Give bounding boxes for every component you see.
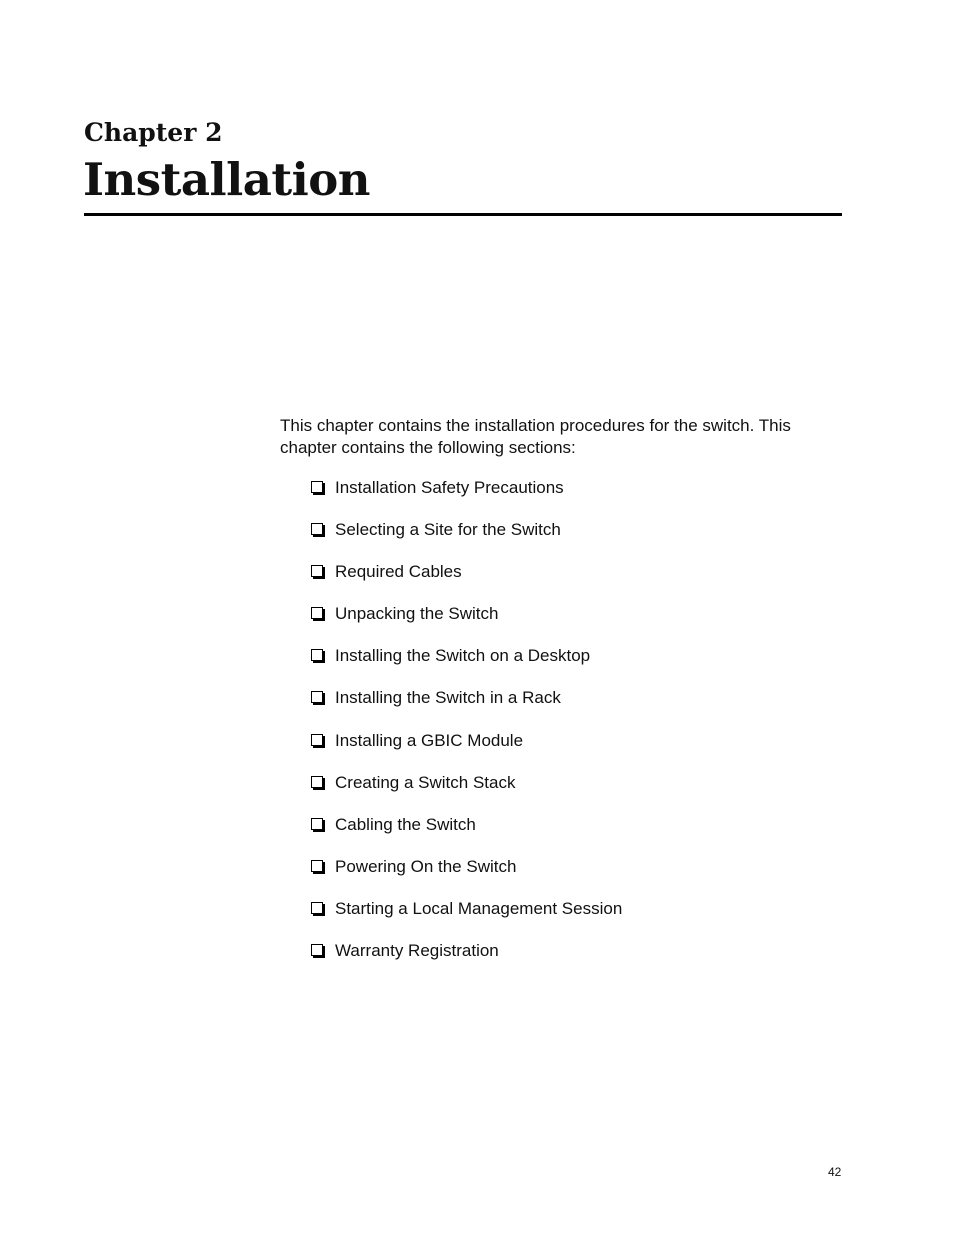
list-item bbox=[311, 603, 622, 645]
list-item-label: Installing the Switch in a Rack bbox=[335, 688, 561, 708]
list-item bbox=[311, 687, 622, 729]
checkbox-icon bbox=[311, 944, 323, 956]
chapter-title: Installation bbox=[83, 153, 371, 206]
checkbox-icon bbox=[311, 860, 323, 872]
checkbox-icon bbox=[311, 481, 323, 493]
list-item-label: Cabling the Switch bbox=[335, 814, 476, 834]
intro-paragraph: This chapter contains the installation procedures for the switch. This chapter contains the following sections: bbox=[280, 416, 791, 457]
list-item bbox=[311, 898, 622, 940]
checkbox-icon bbox=[311, 734, 323, 746]
list-item-label: Creating a Switch Stack bbox=[335, 772, 516, 792]
list-item bbox=[311, 814, 622, 856]
list-item bbox=[311, 477, 622, 519]
chapter-label: Chapter 2 bbox=[84, 118, 223, 147]
list-item bbox=[311, 940, 622, 982]
page-number: 42 bbox=[828, 1165, 842, 1179]
checkbox-icon bbox=[311, 818, 323, 830]
list-item-label: Unpacking the Switch bbox=[335, 604, 499, 624]
list-item bbox=[311, 561, 622, 603]
list-item bbox=[311, 856, 622, 898]
list-item bbox=[311, 730, 622, 772]
list-item-label: Installing the Switch on a Desktop bbox=[335, 646, 591, 666]
section-list bbox=[311, 477, 622, 982]
checkbox-icon bbox=[311, 607, 323, 619]
checkbox-icon bbox=[311, 523, 323, 535]
checkbox-icon bbox=[311, 776, 323, 788]
list-item-label: Warranty Registration bbox=[335, 941, 499, 961]
list-item-label: Starting a Local Management Session bbox=[335, 898, 623, 918]
checkbox-icon bbox=[311, 902, 323, 914]
list-item-label: Powering On the Switch bbox=[335, 856, 517, 876]
list-item bbox=[311, 645, 622, 687]
list-item bbox=[311, 772, 622, 814]
checkbox-icon bbox=[311, 691, 323, 703]
title-rule bbox=[84, 213, 842, 216]
list-item-label: Required Cables bbox=[335, 562, 462, 582]
list-item-label: Selecting a Site for the Switch bbox=[335, 520, 561, 540]
checkbox-icon bbox=[311, 649, 323, 661]
list-item bbox=[311, 519, 622, 561]
checkbox-icon bbox=[311, 565, 323, 577]
list-item-label: Installing a GBIC Module bbox=[335, 730, 524, 750]
list-item-label: Installation Safety Precautions bbox=[335, 478, 564, 497]
